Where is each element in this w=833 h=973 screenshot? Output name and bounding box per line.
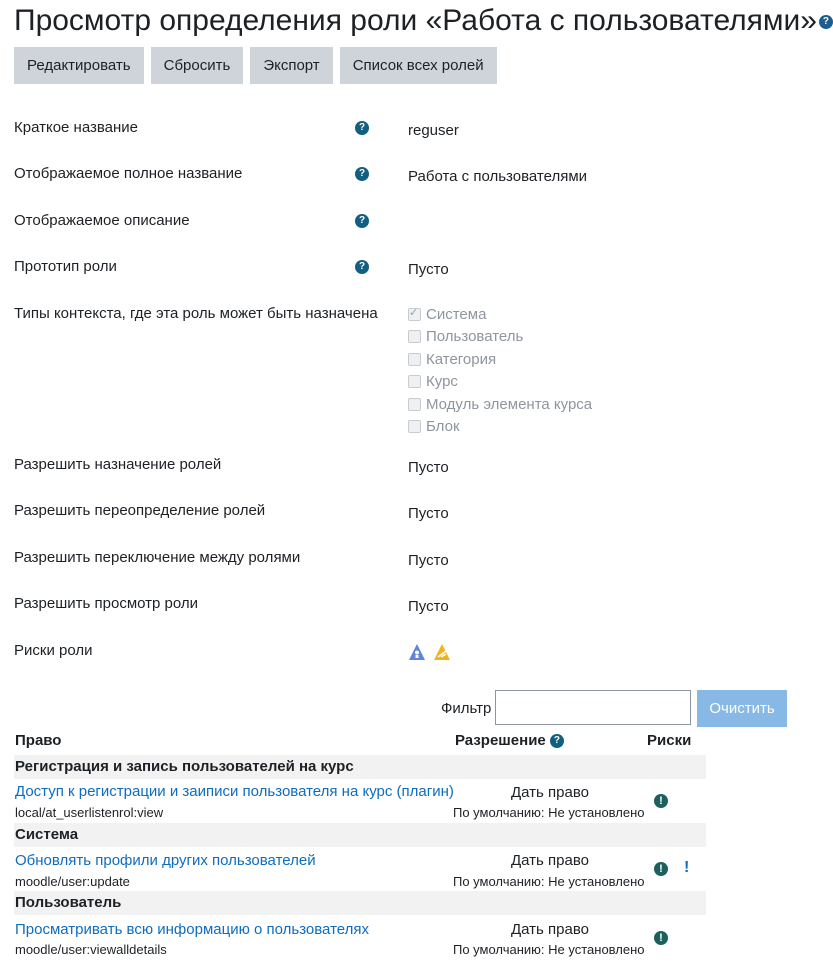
permission-default: По умолчанию: Не установлено <box>453 874 645 889</box>
column-header-permission-label: Разрешение <box>455 732 546 749</box>
capability-id: moodle/user:viewalldetails <box>15 942 167 957</box>
permission-value[interactable]: Дать право <box>511 921 589 938</box>
context-option <box>408 326 592 349</box>
role-risks <box>408 643 451 661</box>
permission-default: По умолчанию: Не установлено <box>453 942 645 957</box>
checkbox <box>408 420 421 433</box>
field-value: reguser <box>408 122 459 139</box>
checkbox <box>408 398 421 411</box>
field-label: Разрешить просмотр роли <box>14 595 199 612</box>
capability-link[interactable]: Просматривать всю информацию о пользователях <box>15 921 369 938</box>
context-option-label: Курс <box>426 373 458 391</box>
field-value: Пусто <box>408 552 449 569</box>
field-label: Разрешить назначение ролей <box>14 456 222 473</box>
field-value: Пусто <box>408 459 449 476</box>
field-label: Риски роли <box>14 642 93 659</box>
capability-id: moodle/user:update <box>15 874 130 889</box>
capability-group <box>14 823 706 847</box>
capability-group <box>14 755 706 779</box>
reset-button[interactable]: Сбросить <box>151 47 244 84</box>
context-types-list <box>408 303 592 438</box>
context-option-label: Пользователь <box>426 328 524 346</box>
checkbox <box>408 330 421 343</box>
context-option <box>408 371 592 394</box>
capability-id: local/at_userlistenrol:view <box>15 805 164 820</box>
field-label: Прототип роли <box>14 258 117 275</box>
field-label: Отображаемое полное название <box>14 165 243 182</box>
field-label: Отображаемое описание <box>14 212 190 229</box>
help-icon[interactable]: ? <box>819 15 833 29</box>
column-header-risks: Риски <box>647 732 692 749</box>
context-option <box>408 303 592 326</box>
field-label: Краткое название <box>14 119 139 136</box>
help-icon[interactable]: ? <box>355 167 369 181</box>
risk-spam-icon[interactable]: ! <box>684 859 690 876</box>
checkbox <box>408 353 421 366</box>
group-name: Пользователь <box>15 894 122 911</box>
page-title-text: Просмотр определения роли «Работа с пользователями» <box>14 4 817 37</box>
context-option-label: Блок <box>426 418 460 436</box>
field-label: Разрешить переопределение ролей <box>14 502 266 519</box>
list-roles-button[interactable]: Список всех ролей <box>340 47 497 84</box>
export-button[interactable]: Экспорт <box>250 47 332 84</box>
help-icon[interactable]: ? <box>355 260 369 274</box>
field-value: Пусто <box>408 505 449 522</box>
context-option-label: Система <box>426 305 487 323</box>
help-icon[interactable]: ? <box>355 121 369 135</box>
capability-group <box>14 891 706 915</box>
field-value: Пусто <box>408 598 449 615</box>
field-value: Работа с пользователями <box>408 168 588 185</box>
group-name: Система <box>15 826 79 843</box>
risk-personal-icon[interactable] <box>408 643 426 661</box>
context-option-label: Категория <box>426 350 497 368</box>
context-option-label: Модуль элемента курса <box>426 395 593 413</box>
toolbar <box>14 47 497 84</box>
column-header-permission <box>455 732 564 749</box>
field-label: Типы контекста, где эта роль может быть назначена <box>14 305 378 322</box>
context-option <box>408 416 592 439</box>
help-icon[interactable]: ? <box>550 734 564 748</box>
context-option <box>408 348 592 371</box>
checkbox <box>408 308 421 321</box>
filter-input[interactable] <box>495 690 691 725</box>
capability-link[interactable]: Доступ к регистрации и заиписи пользователя на курс (плагин) <box>15 783 454 800</box>
filter-label: Фильтр <box>441 700 492 717</box>
clear-filter-button[interactable]: Очистить <box>697 690 787 727</box>
column-header-capability: Право <box>15 732 62 749</box>
risk-spam-icon[interactable] <box>433 643 451 661</box>
edit-button[interactable]: Редактировать <box>14 47 144 84</box>
risk-config-icon[interactable]: ! <box>654 862 668 876</box>
permission-value[interactable]: Дать право <box>511 852 589 869</box>
risk-config-icon[interactable]: ! <box>654 794 668 808</box>
permission-default: По умолчанию: Не установлено <box>453 805 645 820</box>
checkbox <box>408 375 421 388</box>
page-title <box>14 4 833 38</box>
field-value: Пусто <box>408 261 449 278</box>
help-icon[interactable]: ? <box>355 214 369 228</box>
group-name: Регистрация и запись пользователей на курс <box>15 758 354 775</box>
context-option <box>408 393 592 416</box>
capability-link[interactable]: Обновлять профили других пользователей <box>15 852 316 869</box>
permission-value[interactable]: Дать право <box>511 784 589 801</box>
field-label: Разрешить переключение между ролями <box>14 549 301 566</box>
risk-config-icon[interactable]: ! <box>654 931 668 945</box>
